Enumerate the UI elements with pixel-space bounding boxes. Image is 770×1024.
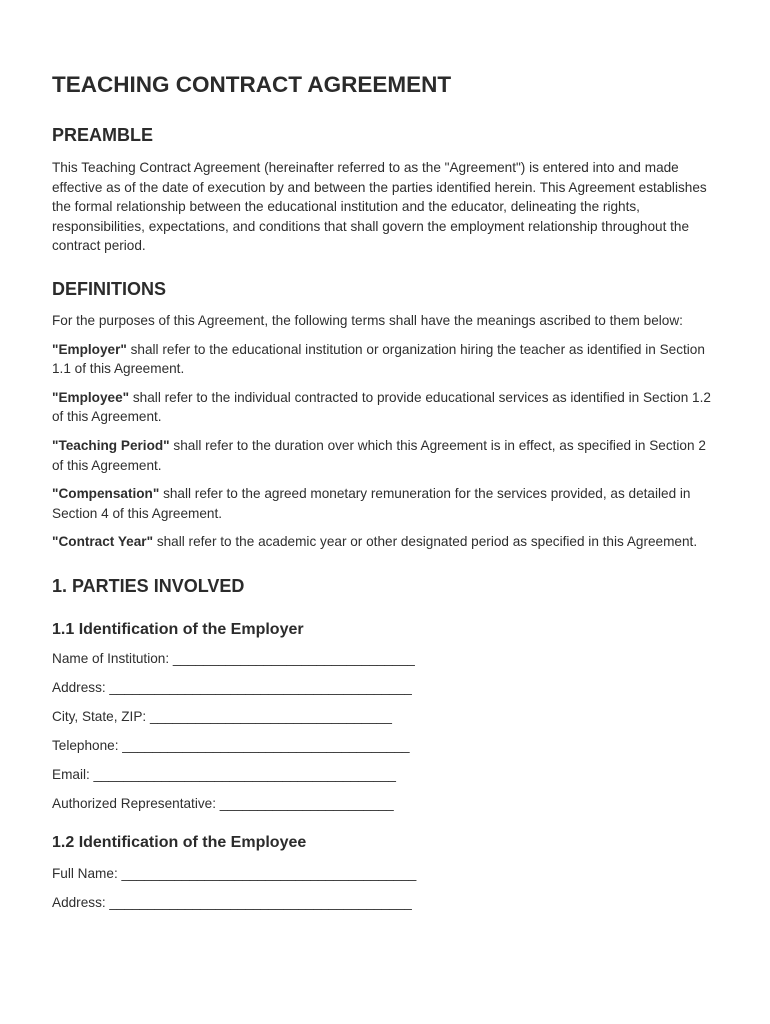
definition-item	[52, 484, 718, 523]
definitions-intro: For the purposes of this Agreement, the following terms shall have the meanings ascribed to them below:	[52, 312, 683, 328]
employer-field-representative[interactable]: Authorized Representative: _______________________	[52, 795, 394, 811]
definition-text: shall refer to the academic year or other designated period as specified in this Agreement.	[153, 534, 698, 550]
employee-field-full-name[interactable]: Full Name: _______________________________________	[52, 865, 417, 881]
definition-text: shall refer to the educational institution or organization hiring the teacher as identified in Section 1.1 of this Agreement.	[52, 341, 705, 377]
definition-term: "Employee"	[52, 389, 130, 405]
document-title: TEACHING CONTRACT AGREEMENT	[52, 72, 452, 97]
definition-term: "Compensation"	[52, 486, 160, 502]
definition-term: "Employer"	[52, 341, 127, 357]
parties-heading: 1. PARTIES INVOLVED	[52, 575, 245, 596]
employer-field-institution[interactable]: Name of Institution: ________________________________	[52, 650, 415, 666]
employer-field-address[interactable]: Address: ________________________________________	[52, 679, 412, 695]
definition-item	[52, 532, 718, 552]
definitions-heading: DEFINITIONS	[52, 278, 167, 299]
definition-item	[52, 340, 718, 379]
employee-field-address[interactable]: Address: ________________________________________	[52, 894, 412, 910]
preamble-heading: PREAMBLE	[52, 125, 154, 145]
employer-heading: 1.1 Identification of the Employer	[52, 620, 304, 638]
employee-heading: 1.2 Identification of the Employee	[52, 833, 307, 851]
definition-text: shall refer to the duration over which this Agreement is in effect, as specified in Section 2 of this Agreement.	[52, 437, 706, 473]
employer-field-city-state-zip[interactable]: City, State, ZIP: ________________________________	[52, 708, 392, 724]
document-page	[52, 70, 718, 912]
employee-fields	[52, 864, 718, 912]
employer-fields	[52, 649, 718, 813]
definition-term: "Contract Year"	[52, 534, 154, 550]
definition-term: "Teaching Period"	[52, 437, 170, 453]
employer-field-email[interactable]: Email: ________________________________________	[52, 766, 396, 782]
definition-item	[52, 388, 718, 427]
preamble-text: This Teaching Contract Agreement (hereinafter referred to as the "Agreement") is entered into and made effective as of the date of execution by and between the parties identified herein. This Agreement establishes the formal relationship between the educational institution and the educator, delineating the rights, responsibilities, expectations, and conditions that shall govern the employment relationship throughout the contract period.	[52, 160, 707, 254]
definition-item	[52, 436, 718, 475]
definition-text: shall refer to the individual contracted to provide educational services as identified in Section 1.2 of this Agreement.	[52, 389, 711, 425]
definition-text: shall refer to the agreed monetary remuneration for the services provided, as detailed in Section 4 of this Agreement.	[52, 486, 691, 521]
employer-field-telephone[interactable]: Telephone: ______________________________________	[52, 737, 410, 753]
